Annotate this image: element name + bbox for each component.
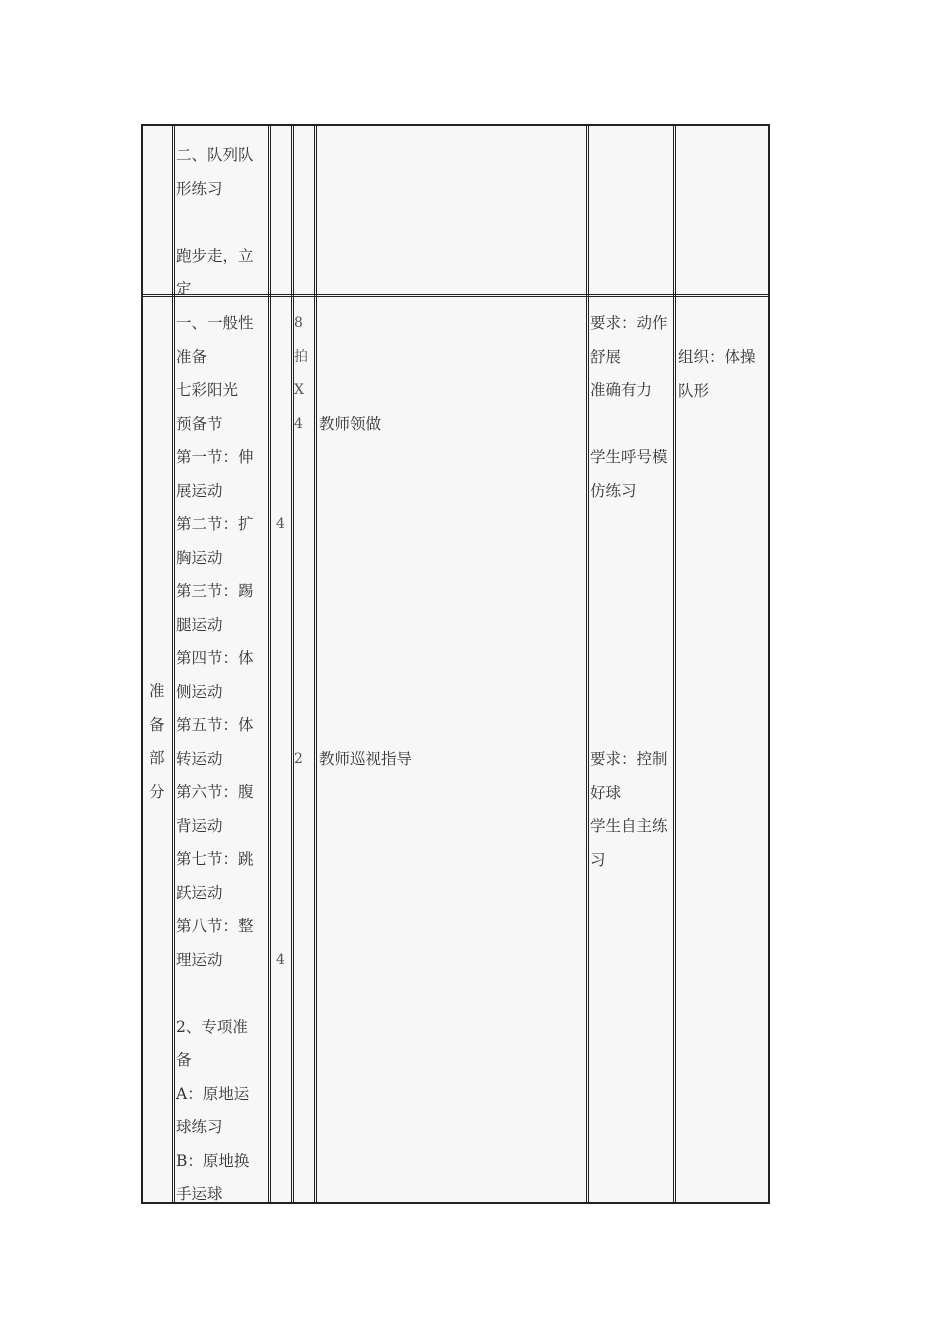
student-line (590, 408, 668, 442)
student-line: 仿练习 (590, 481, 637, 500)
content-line: 跃运动 (176, 883, 223, 902)
organization-cell (678, 341, 756, 408)
student-line: 学生呼号模 (590, 448, 668, 466)
content-line: 背运动 (176, 816, 223, 835)
content-line: 备 (176, 1051, 192, 1069)
content-line: A：原地运 (176, 1084, 250, 1103)
column-divider (586, 126, 589, 1202)
section-label-char: 部 (149, 749, 165, 767)
column-divider (314, 126, 317, 1202)
organization-line: 组织：体操 (678, 348, 756, 366)
content-line: 跑步走，立 (176, 246, 254, 265)
section-label (149, 675, 165, 809)
content-line: 第七节：跳 (176, 850, 254, 868)
teacher-activity: 教师巡视指导 (319, 750, 413, 768)
content-line: 胸运动 (176, 548, 223, 567)
count-char: 4 (294, 415, 303, 432)
content-line: 形练习 (176, 179, 223, 198)
content-line: 2、专项准 (176, 1017, 248, 1036)
count-char: X (294, 382, 304, 398)
content-line (176, 977, 254, 1011)
student-line: 要求：控制 (590, 750, 668, 768)
column-divider (291, 126, 294, 1202)
student-activity (590, 307, 668, 508)
time-value: 4 (276, 952, 285, 968)
content-line: 手运球 (176, 1185, 223, 1203)
lesson-plan-table (141, 124, 770, 1204)
student-line: 习 (590, 850, 606, 869)
section-label-char: 分 (149, 782, 165, 801)
count-cell (294, 307, 308, 441)
teacher-activity: 教师领做 (319, 415, 382, 433)
row2-content-cell (176, 307, 254, 1212)
content-line: 第四节：体 (176, 649, 254, 667)
content-line: 第二节：扩 (176, 515, 254, 533)
content-line: 侧运动 (176, 682, 223, 701)
student-line: 要求：动作 (590, 314, 668, 332)
student-line: 好球 (590, 783, 622, 802)
student-line: 学生自主练 (590, 817, 668, 835)
section-label-char: 备 (149, 715, 165, 734)
content-line: 定 (176, 280, 192, 298)
content-line: 第五节：体 (176, 716, 254, 734)
count-char: 拍 (294, 348, 308, 365)
content-line: 七彩阳光 (176, 381, 239, 399)
organization-line: 队形 (678, 381, 710, 400)
content-line: 二、队列队 (176, 146, 254, 164)
student-line: 舒展 (590, 347, 622, 366)
section-label-char: 准 (149, 682, 165, 700)
content-line: 第一节：伸 (176, 448, 254, 466)
column-divider (673, 126, 676, 1202)
student-activity (590, 743, 668, 877)
content-line: 腿运动 (176, 615, 223, 634)
content-line: 准备 (176, 347, 208, 366)
content-line: 第三节：踢 (176, 582, 254, 600)
time-value: 4 (276, 516, 285, 532)
content-line: 第八节：整 (176, 917, 254, 935)
column-divider (172, 126, 175, 1202)
count-value: 2 (294, 751, 303, 767)
content-line: 第六节：腹 (176, 783, 254, 801)
content-line: 理运动 (176, 950, 223, 969)
count-char: 8 (294, 315, 303, 331)
content-line: 预备节 (176, 414, 223, 433)
content-line: 球练习 (176, 1118, 223, 1136)
content-line: 一、一般性 (176, 314, 254, 332)
row1-content-cell (176, 139, 254, 307)
student-line: 准确有力 (590, 381, 653, 399)
content-line: 展运动 (176, 481, 223, 500)
content-line: B：原地换 (176, 1151, 250, 1170)
column-divider (268, 126, 271, 1202)
content-line (176, 206, 254, 240)
content-line: 转运动 (176, 749, 223, 768)
